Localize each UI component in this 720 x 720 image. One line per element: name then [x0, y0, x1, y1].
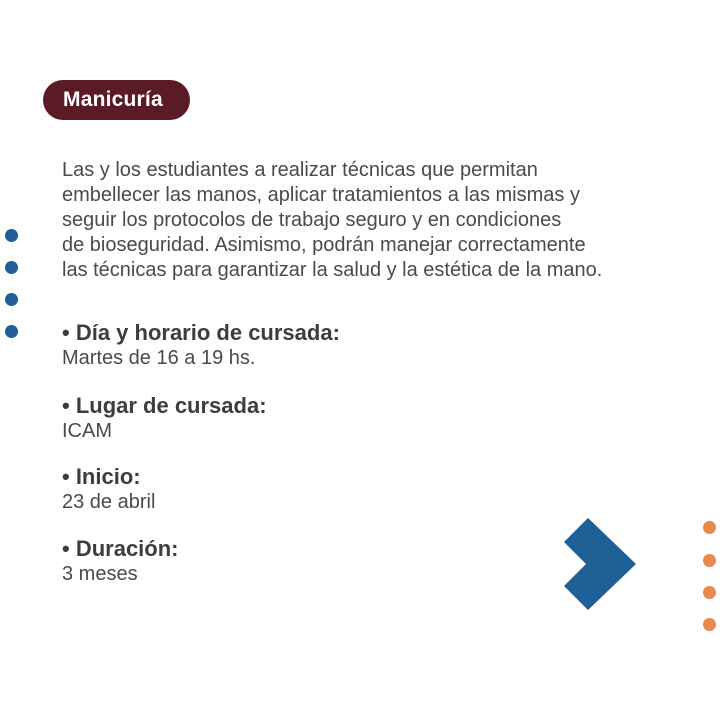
- description-line: las técnicas para garantizar la salud y la estética de la mano.: [62, 259, 603, 281]
- location-block: [62, 393, 267, 443]
- decorative-dot-icon: [5, 325, 18, 338]
- duration-value: 3 meses: [62, 563, 138, 585]
- start-heading: • Inicio:: [62, 464, 141, 489]
- chevron-arrow-icon: [562, 518, 640, 610]
- decorative-dot-icon: [703, 554, 716, 567]
- decorative-dot-icon: [703, 618, 716, 631]
- schedule-heading: • Día y horario de cursada:: [62, 320, 340, 345]
- schedule-value: Martes de 16 a 19 hs.: [62, 347, 256, 369]
- decorative-dot-icon: [703, 586, 716, 599]
- start-block: [62, 464, 155, 514]
- decorative-dot-icon: [5, 293, 18, 306]
- decorative-dot-icon: [5, 229, 18, 242]
- course-description: [62, 158, 702, 283]
- decorative-dot-icon: [703, 521, 716, 534]
- decorative-dot-icon: [5, 261, 18, 274]
- description-line: Las y los estudiantes a realizar técnicas que permitan: [62, 159, 538, 181]
- location-heading: • Lugar de cursada:: [62, 393, 267, 418]
- location-value: ICAM: [62, 420, 112, 442]
- start-value: 23 de abril: [62, 491, 156, 513]
- description-line: seguir los protocolos de trabajo seguro y en condiciones: [62, 209, 562, 231]
- schedule-block: [62, 320, 340, 370]
- description-line: embellecer las manos, aplicar tratamientos a las mismas y: [62, 184, 580, 206]
- course-title-badge: Manicuría: [43, 80, 190, 120]
- duration-heading: • Duración:: [62, 536, 179, 561]
- duration-block: [62, 536, 179, 586]
- description-line: de bioseguridad. Asimismo, podrán manejar correctamente: [62, 234, 586, 256]
